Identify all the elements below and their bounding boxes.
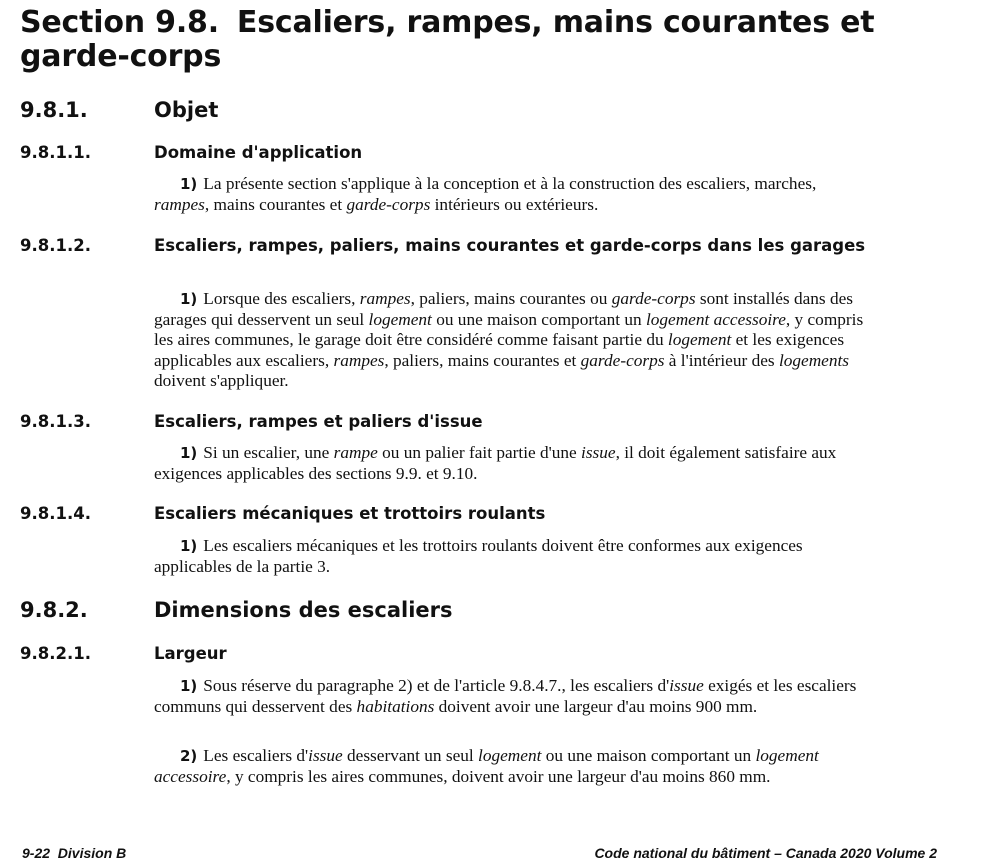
text-run: , paliers, mains courantes ou [410,289,612,308]
defined-term: logement accessoire [154,746,819,786]
defined-term: garde-corps [346,194,431,214]
paragraph-number: 1) [180,290,198,308]
text-run: intérieurs ou extérieurs. [430,194,599,214]
article-title: Domaine d'application [154,143,363,162]
defined-term: rampes [154,194,205,214]
article-title: Largeur [154,644,227,663]
defined-term: rampe [333,443,378,462]
text-run: Lorsque des escaliers, [203,289,360,308]
article-title: Escaliers mécaniques et trottoirs roulants [154,504,546,523]
footer-document-title: Code national du bâtiment – Canada 2020 Volume 2 [594,845,937,861]
text-run: doivent s'appliquer. [154,371,289,390]
defined-term: rampes [333,350,385,370]
paragraph-number: 2) [180,747,198,765]
text-run: sont installés dans des garages qui desservent un seul [154,289,854,329]
article-number: 9.8.1.4. [20,504,91,523]
section-number: Section 9.8. [20,5,219,40]
text-run: à l'intérieur des [664,350,779,370]
paragraph-9812-1 [154,289,866,392]
defined-term: rampes [359,289,411,308]
text-run: exigés et les escaliers communs qui desservent des [154,676,857,716]
article-title: Escaliers, rampes et paliers d'issue [154,412,483,431]
paragraph-number: 1) [180,175,198,193]
text-run: , mains courantes et [204,194,347,214]
paragraph-9814-1 [154,536,866,577]
text-run: ou un palier fait partie d'une [377,443,582,462]
text-run: ou une maison comportant un [431,309,646,329]
defined-term: garde-corps [580,350,665,370]
defined-term: logement accessoire [645,309,786,329]
text-run: La présente section s'applique à la conception et à la construction des escaliers, marches, [203,174,817,193]
section-title [20,6,970,74]
text-run: doivent avoir une largeur d'au moins 900 mm. [434,696,758,716]
text-run: , y compris les aires communes, le garage doit être considéré comme faisant partie du [154,309,864,349]
subsection-title: Dimensions des escaliers [154,598,453,622]
article-number: 9.8.1.2. [20,236,91,255]
text-run: et les exigences applicables aux escaliers, [154,330,845,370]
paragraph-number: 1) [180,444,198,462]
footer-page-reference: 9-22 Division B [22,845,127,861]
defined-term: logement [667,330,732,349]
paragraph-9813-1 [154,443,866,484]
defined-term: logement [368,309,432,329]
text-run: Les escaliers d' [203,746,309,765]
text-run: , y compris les aires communes, doivent avoir une largeur d'au moins 860 mm. [226,766,771,786]
article-title: Escaliers, rampes, paliers, mains courantes et garde-corps dans les garages [154,236,866,255]
defined-term: issue [669,676,704,695]
text-run: Sous réserve du paragraphe 2) et de l'article 9.8.4.7., les escaliers d' [203,676,670,695]
paragraph-9821-2 [154,746,866,787]
text-run: ou une maison comportant un [541,746,756,765]
article-number: 9.8.1.1. [20,143,91,162]
defined-term: logements [778,350,850,370]
subsection-number: 9.8.2. [20,598,88,622]
text-run: Si un escalier, une [203,443,334,462]
paragraph-number: 1) [180,537,198,555]
subsection-title: Objet [154,98,219,122]
paragraph-9811-1 [154,174,866,215]
defined-term: garde-corps [611,289,696,308]
text-run: , il doit également satisfaire aux exigences applicables des sections 9.9. et 9.10. [154,443,837,483]
article-number: 9.8.1.3. [20,412,91,431]
section-title-text: Escaliers, rampes, mains courantes et garde-corps [20,5,875,74]
defined-term: issue [308,746,343,765]
defined-term: habitations [356,696,435,716]
defined-term: issue [581,443,616,462]
text-run: , paliers, mains courantes et [384,350,581,370]
text-run: desservant un seul [342,746,479,765]
text-run: Les escaliers mécaniques et les trottoirs roulants doivent être conformes aux exigences applicables de la partie 3. [154,536,803,576]
defined-term: logement [478,746,542,765]
paragraph-number: 1) [180,677,198,695]
article-number: 9.8.2.1. [20,644,91,663]
subsection-number: 9.8.1. [20,98,88,122]
paragraph-9821-1 [154,676,866,717]
